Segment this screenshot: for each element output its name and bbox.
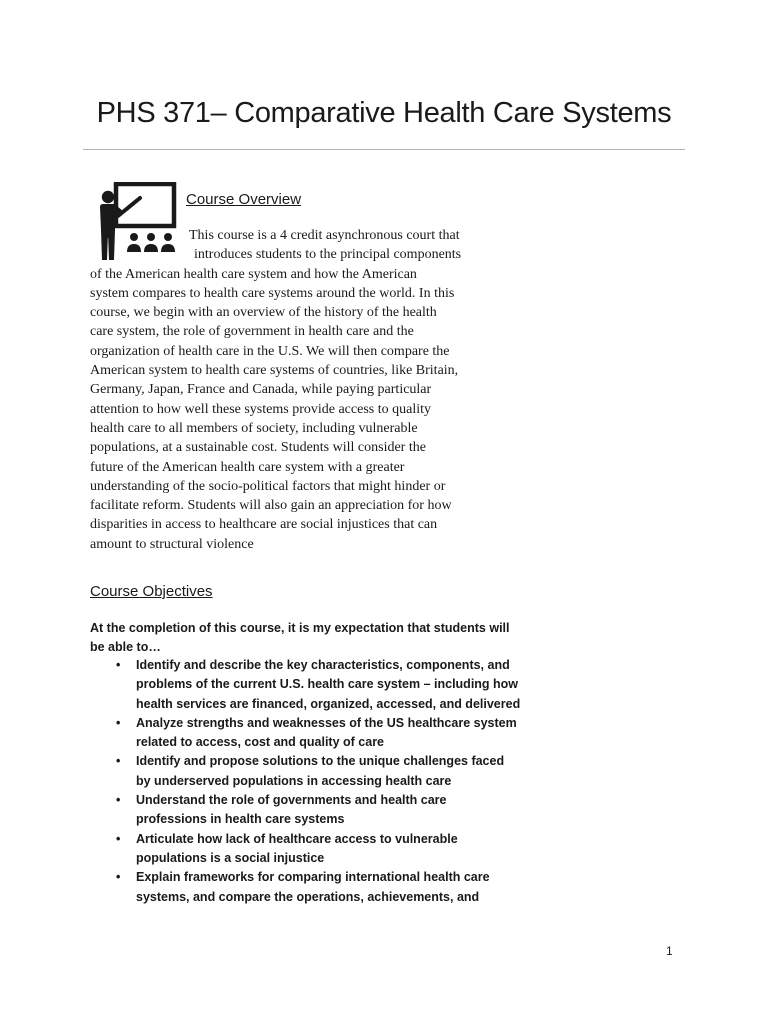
bullet: •	[116, 754, 121, 769]
overview-line: health care to all members of society, including vulnerable	[90, 420, 418, 436]
objectives-intro-line: At the completion of this course, it is my expectation that students will	[90, 621, 510, 635]
overview-line: amount to structural violence	[90, 536, 254, 552]
objective-line: systems, and compare the operations, achievements, and	[136, 889, 480, 904]
objectives-intro-line: be able to…	[90, 640, 161, 655]
overview-line: of the American health care system and how the American	[90, 266, 417, 282]
objective-line: related to access, cost and quality of care	[136, 735, 385, 750]
overview-line: Germany, Japan, France and Canada, while paying particular	[90, 382, 432, 398]
overview-line: system compares to health care systems around the world. In this	[90, 285, 455, 301]
overview-line: attention to how well these systems provide access to quality	[90, 401, 431, 417]
overview-line: care system, the role of government in health care and the	[90, 324, 414, 340]
document-title: PHS 371– Comparative Health Care Systems	[96, 97, 672, 129]
objective-line: Explain frameworks for comparing international health care	[136, 870, 490, 885]
bullet: •	[116, 831, 121, 846]
overview-line: understanding of the socio-political factors that might hinder or	[90, 478, 446, 494]
page-number: 1	[666, 944, 673, 958]
bullet: •	[116, 793, 121, 808]
objective-item	[90, 830, 540, 869]
overview-line: future of the American health care system with a greater	[90, 459, 405, 475]
objective-line: Articulate how lack of healthcare access to vulnerable	[136, 831, 458, 846]
objective-line: populations is a social injustice	[136, 850, 325, 865]
overview-line: facilitate reform. Students will also gain an appreciation for how	[90, 498, 452, 514]
bullet: •	[116, 870, 121, 885]
bullet: •	[116, 658, 121, 672]
objective-item	[90, 714, 540, 753]
overview-line: This course is a 4 credit asynchronous court that	[189, 228, 460, 243]
objective-line: by underserved populations in accessing health care	[136, 773, 452, 788]
course-overview-text	[90, 226, 530, 554]
objective-item	[90, 868, 540, 907]
objective-line: Understand the role of governments and health care	[136, 793, 447, 808]
overview-line: organization of health care in the U.S. We will then compare the	[90, 343, 450, 359]
overview-line: populations, at a sustainable cost. Students will consider the	[90, 440, 426, 456]
objective-item	[90, 752, 540, 791]
overview-line: introduces students to the principal components	[194, 247, 462, 263]
objectives-list	[90, 656, 540, 907]
objective-line: Identify and propose solutions to the unique challenges faced	[136, 754, 505, 769]
course-objectives-heading: Course Objectives	[90, 583, 213, 600]
objective-line: professions in health care systems	[136, 812, 345, 827]
objective-item	[90, 656, 540, 714]
objective-item	[90, 791, 540, 830]
overview-line: American system to health care systems of countries, like Britain,	[90, 363, 459, 379]
objective-line: problems of the current U.S. health care system – including how	[136, 677, 519, 692]
title-divider	[83, 149, 685, 150]
bullet: •	[116, 715, 121, 730]
objectives-intro	[90, 619, 540, 658]
objective-line: health services are financed, organized, accessed, and delivered	[136, 696, 521, 711]
course-overview-heading: Course Overview	[186, 191, 302, 208]
overview-line: disparities in access to healthcare are social injustices that can	[90, 517, 438, 533]
objective-line: Identify and describe the key characteristics, components, and	[136, 658, 510, 672]
objective-line: Analyze strengths and weaknesses of the US healthcare system	[136, 715, 517, 730]
overview-line: course, we begin with an overview of the history of the health	[90, 305, 437, 321]
